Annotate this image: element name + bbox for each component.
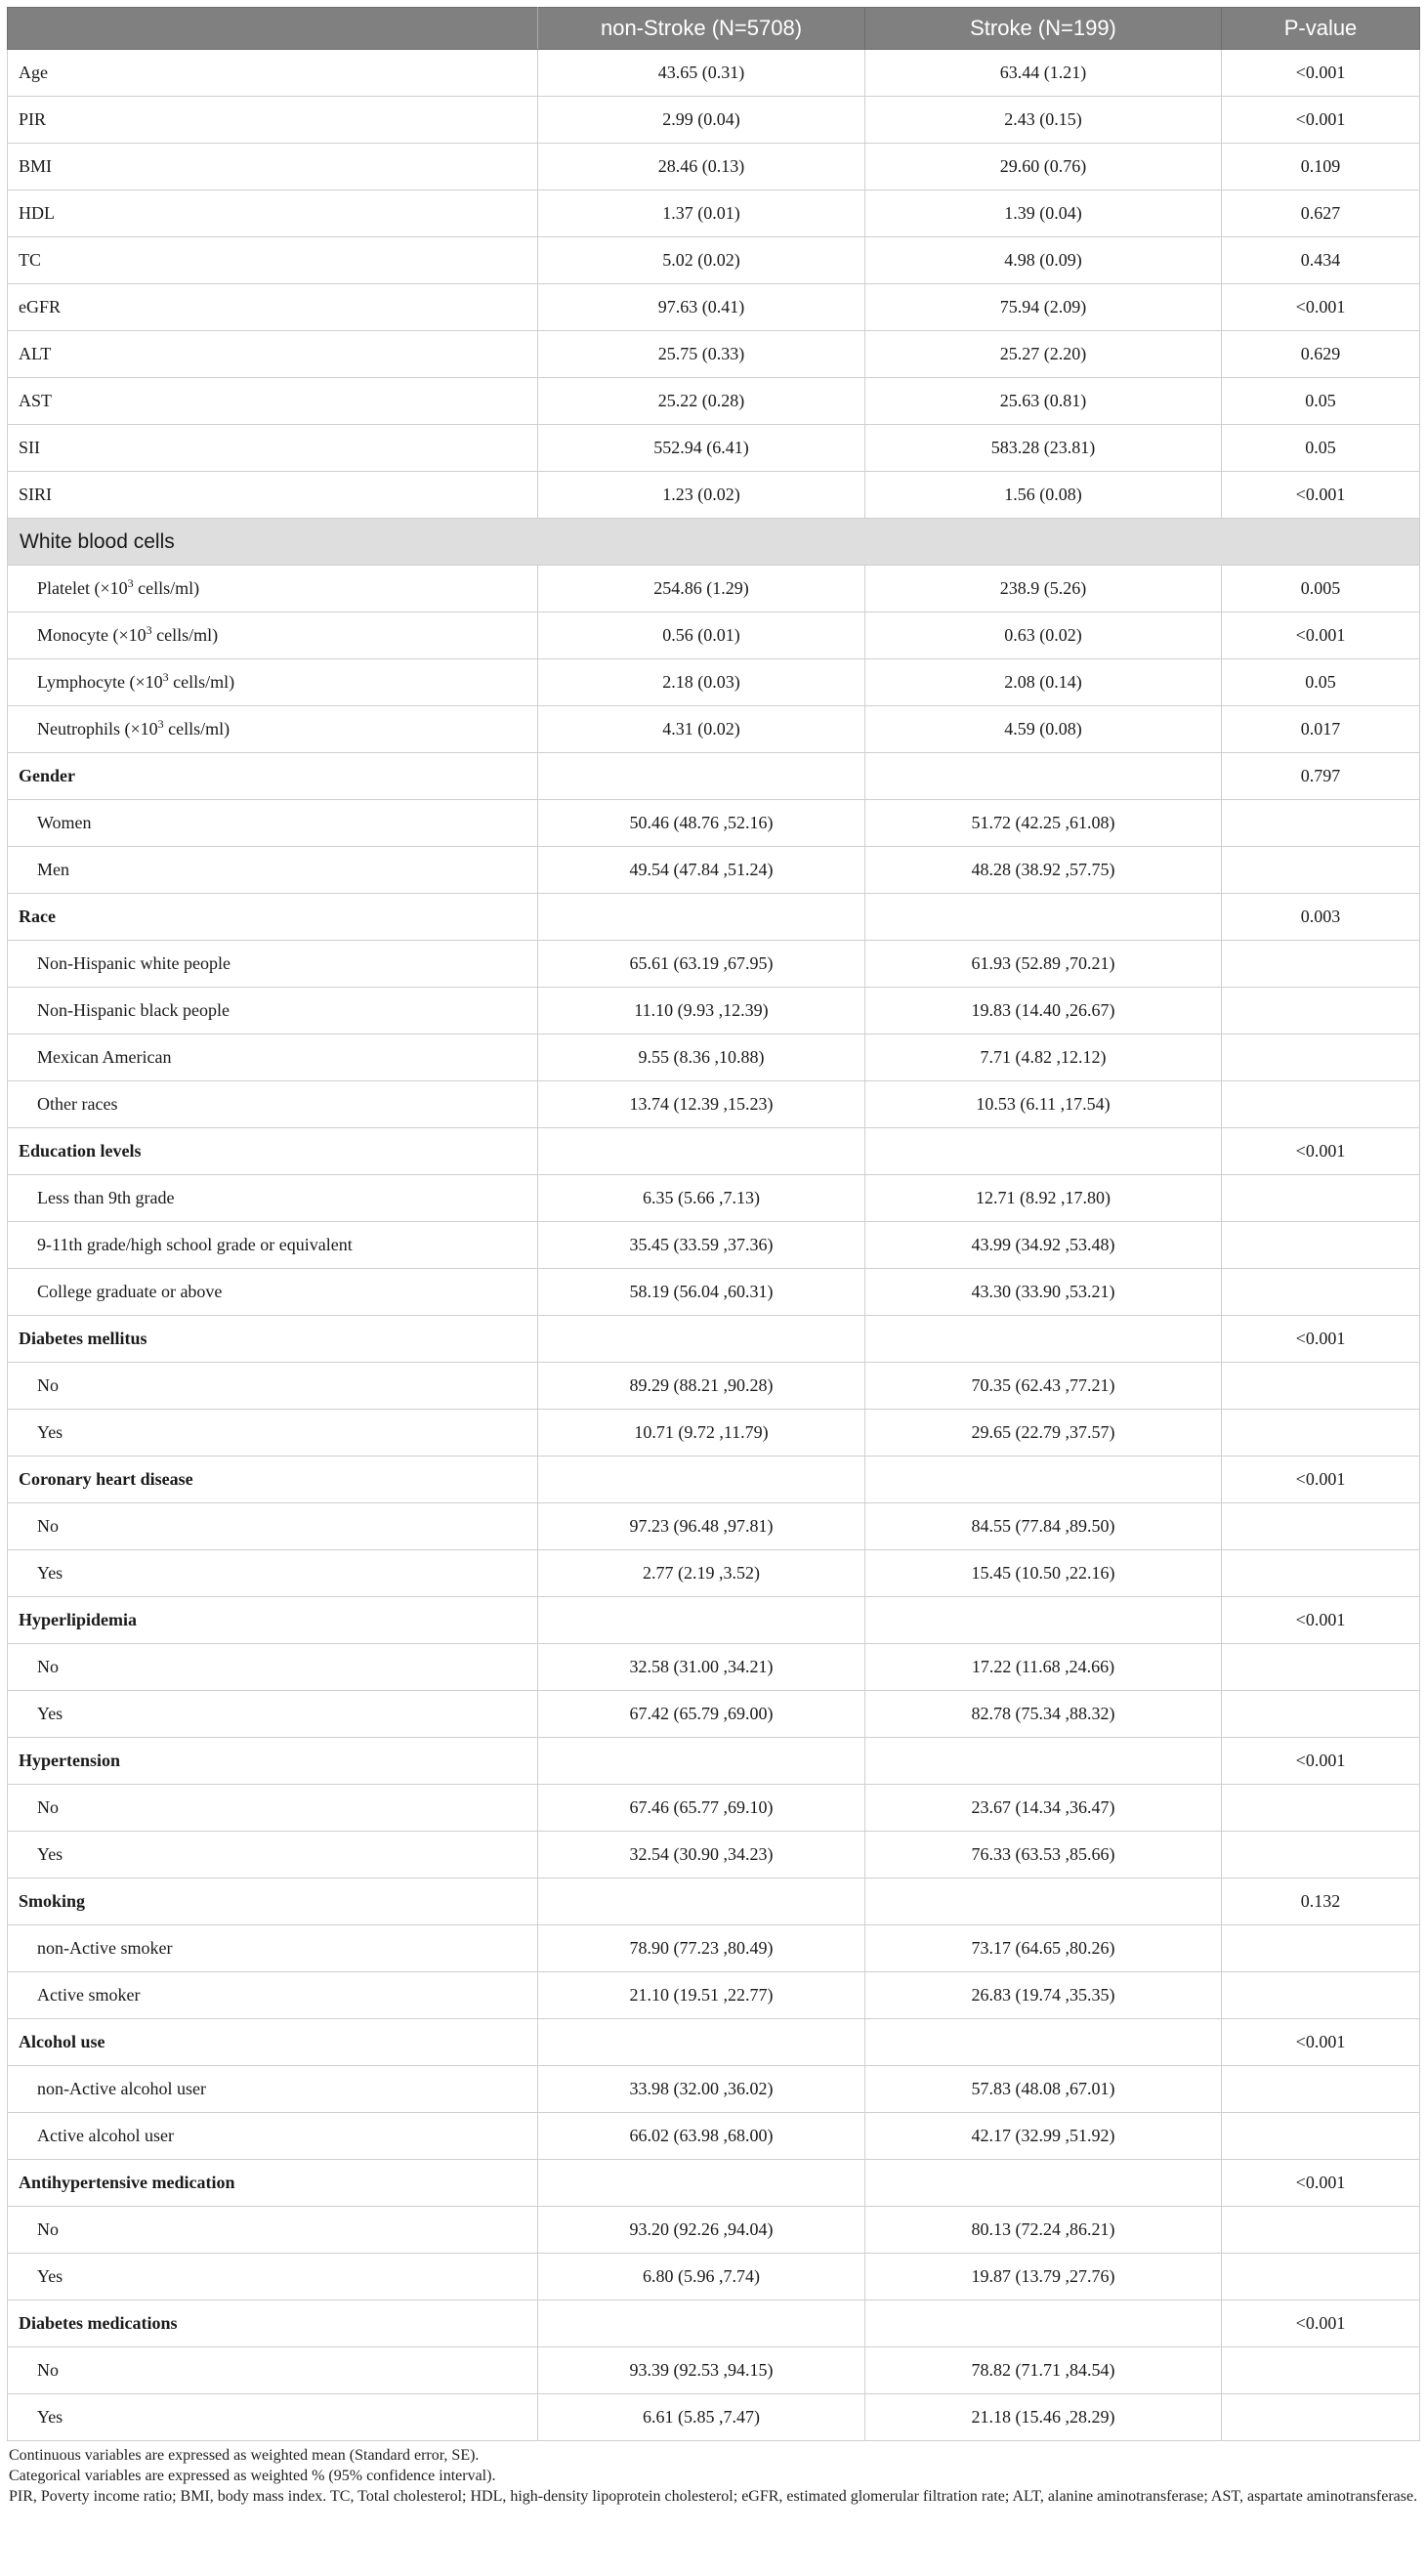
non-stroke-value: 58.19 (56.04 ,60.31) bbox=[538, 1269, 865, 1316]
table-row bbox=[8, 612, 1420, 659]
row-label: No bbox=[8, 1363, 538, 1410]
p-value: <0.001 bbox=[1222, 2301, 1420, 2347]
table-body bbox=[8, 50, 1420, 2441]
table-row bbox=[8, 1644, 1420, 1691]
p-value bbox=[1222, 1035, 1420, 1081]
table-row bbox=[8, 847, 1420, 894]
p-value: <0.001 bbox=[1222, 2019, 1420, 2066]
p-value: 0.005 bbox=[1222, 566, 1420, 612]
row-label bbox=[8, 566, 538, 612]
row-label-unit: cells/ml) bbox=[133, 578, 200, 598]
p-value bbox=[1222, 1832, 1420, 1879]
row-label-unit: cells/ml) bbox=[151, 625, 219, 645]
non-stroke-value: 93.39 (92.53 ,94.15) bbox=[538, 2347, 865, 2394]
row-label: Mexican American bbox=[8, 1035, 538, 1081]
row-label-superscript: 3 bbox=[127, 576, 134, 590]
footnote-abbreviations: PIR, Poverty income ratio; BMI, body mass index. TC, Total cholesterol; HDL, high-density lipoprotein cholesterol; eGFR, estimated glomerular filtration rate; ALT, alanine aminotransferase; AST, aspartate aminotransferase. bbox=[9, 2488, 1418, 2505]
row-label-superscript: 3 bbox=[162, 670, 169, 684]
document-page bbox=[7, 0, 1419, 2507]
non-stroke-value bbox=[538, 2301, 865, 2347]
row-label: Yes bbox=[8, 1410, 538, 1457]
table-row bbox=[8, 1503, 1420, 1550]
row-label: HDL bbox=[8, 190, 538, 237]
non-stroke-value: 50.46 (48.76 ,52.16) bbox=[538, 800, 865, 847]
non-stroke-value bbox=[538, 1597, 865, 1644]
table-row bbox=[8, 988, 1420, 1035]
stroke-value: 19.83 (14.40 ,26.67) bbox=[865, 988, 1222, 1035]
table-row bbox=[8, 378, 1420, 425]
p-value: 0.629 bbox=[1222, 331, 1420, 378]
row-label: Alcohol use bbox=[8, 2019, 538, 2066]
stroke-value: 29.60 (0.76) bbox=[865, 144, 1222, 190]
p-value: <0.001 bbox=[1222, 1457, 1420, 1503]
row-label: Active alcohol user bbox=[8, 2113, 538, 2160]
stroke-value bbox=[865, 1597, 1222, 1644]
stroke-value: 78.82 (71.71 ,84.54) bbox=[865, 2347, 1222, 2394]
row-label: Men bbox=[8, 847, 538, 894]
stroke-value: 1.56 (0.08) bbox=[865, 472, 1222, 519]
stroke-value: 238.9 (5.26) bbox=[865, 566, 1222, 612]
table-row bbox=[8, 941, 1420, 988]
row-label: Yes bbox=[8, 1691, 538, 1738]
stroke-value bbox=[865, 894, 1222, 941]
stroke-value: 19.87 (13.79 ,27.76) bbox=[865, 2254, 1222, 2301]
row-label: Diabetes medications bbox=[8, 2301, 538, 2347]
non-stroke-value bbox=[538, 1128, 865, 1175]
non-stroke-value: 1.37 (0.01) bbox=[538, 190, 865, 237]
p-value: <0.001 bbox=[1222, 1316, 1420, 1363]
table-row bbox=[8, 2254, 1420, 2301]
stroke-value bbox=[865, 1128, 1222, 1175]
row-label: ALT bbox=[8, 331, 538, 378]
table-row bbox=[8, 706, 1420, 753]
row-label: Coronary heart disease bbox=[8, 1457, 538, 1503]
row-label: 9-11th grade/high school grade or equivalent bbox=[8, 1222, 538, 1269]
non-stroke-value: 11.10 (9.93 ,12.39) bbox=[538, 988, 865, 1035]
non-stroke-value: 35.45 (33.59 ,37.36) bbox=[538, 1222, 865, 1269]
stroke-value bbox=[865, 2019, 1222, 2066]
stroke-value bbox=[865, 1316, 1222, 1363]
non-stroke-value: 2.99 (0.04) bbox=[538, 97, 865, 144]
row-label: Diabetes mellitus bbox=[8, 1316, 538, 1363]
row-label: Smoking bbox=[8, 1879, 538, 1925]
p-value bbox=[1222, 1691, 1420, 1738]
table-row bbox=[8, 1035, 1420, 1081]
p-value: 0.627 bbox=[1222, 190, 1420, 237]
p-value: <0.001 bbox=[1222, 1738, 1420, 1785]
row-label: Women bbox=[8, 800, 538, 847]
table-row bbox=[8, 1832, 1420, 1879]
table-row bbox=[8, 2394, 1420, 2441]
row-label: TC bbox=[8, 237, 538, 284]
stroke-value bbox=[865, 1738, 1222, 1785]
table-row bbox=[8, 1081, 1420, 1128]
group-header-row bbox=[8, 1457, 1420, 1503]
non-stroke-value: 97.63 (0.41) bbox=[538, 284, 865, 331]
non-stroke-value: 0.56 (0.01) bbox=[538, 612, 865, 659]
table-row bbox=[8, 1269, 1420, 1316]
table-footnotes bbox=[7, 2445, 1419, 2507]
row-label: non-Active alcohol user bbox=[8, 2066, 538, 2113]
group-header-row bbox=[8, 2019, 1420, 2066]
non-stroke-value: 32.54 (30.90 ,34.23) bbox=[538, 1832, 865, 1879]
non-stroke-value: 2.18 (0.03) bbox=[538, 659, 865, 706]
non-stroke-value: 93.20 (92.26 ,94.04) bbox=[538, 2207, 865, 2254]
stroke-value bbox=[865, 753, 1222, 800]
table-row bbox=[8, 237, 1420, 284]
stroke-value: 48.28 (38.92 ,57.75) bbox=[865, 847, 1222, 894]
baseline-characteristics-table bbox=[7, 7, 1420, 2441]
p-value: 0.797 bbox=[1222, 753, 1420, 800]
table-row bbox=[8, 331, 1420, 378]
row-label: Race bbox=[8, 894, 538, 941]
table-row bbox=[8, 1972, 1420, 2019]
group-header-row bbox=[8, 2301, 1420, 2347]
row-label: eGFR bbox=[8, 284, 538, 331]
row-label: No bbox=[8, 1503, 538, 1550]
stroke-value: 63.44 (1.21) bbox=[865, 50, 1222, 97]
row-label: Non-Hispanic black people bbox=[8, 988, 538, 1035]
table-row bbox=[8, 50, 1420, 97]
non-stroke-value: 97.23 (96.48 ,97.81) bbox=[538, 1503, 865, 1550]
table-row bbox=[8, 2066, 1420, 2113]
p-value: 0.132 bbox=[1222, 1879, 1420, 1925]
non-stroke-value: 66.02 (63.98 ,68.00) bbox=[538, 2113, 865, 2160]
group-header-row bbox=[8, 753, 1420, 800]
table-row bbox=[8, 1925, 1420, 1972]
non-stroke-value bbox=[538, 1316, 865, 1363]
row-label: Antihypertensive medication bbox=[8, 2160, 538, 2207]
non-stroke-value: 21.10 (19.51 ,22.77) bbox=[538, 1972, 865, 2019]
row-label: Less than 9th grade bbox=[8, 1175, 538, 1222]
p-value: 0.05 bbox=[1222, 378, 1420, 425]
p-value bbox=[1222, 1363, 1420, 1410]
stroke-value: 51.72 (42.25 ,61.08) bbox=[865, 800, 1222, 847]
header-non-stroke: non-Stroke (N=5708) bbox=[538, 8, 865, 50]
p-value bbox=[1222, 2207, 1420, 2254]
row-label: Active smoker bbox=[8, 1972, 538, 2019]
row-label-text: Platelet (×10 bbox=[37, 578, 128, 598]
stroke-value: 43.99 (34.92 ,53.48) bbox=[865, 1222, 1222, 1269]
table-row bbox=[8, 1785, 1420, 1832]
header-blank-cell bbox=[8, 8, 538, 50]
row-label-superscript: 3 bbox=[146, 623, 152, 637]
p-value bbox=[1222, 1175, 1420, 1222]
non-stroke-value bbox=[538, 894, 865, 941]
table-row bbox=[8, 472, 1420, 519]
stroke-value: 61.93 (52.89 ,70.21) bbox=[865, 941, 1222, 988]
table-row bbox=[8, 566, 1420, 612]
stroke-value: 21.18 (15.46 ,28.29) bbox=[865, 2394, 1222, 2441]
stroke-value: 23.67 (14.34 ,36.47) bbox=[865, 1785, 1222, 1832]
p-value: <0.001 bbox=[1222, 612, 1420, 659]
p-value bbox=[1222, 1503, 1420, 1550]
stroke-value: 42.17 (32.99 ,51.92) bbox=[865, 2113, 1222, 2160]
non-stroke-value: 65.61 (63.19 ,67.95) bbox=[538, 941, 865, 988]
section-band-label: White blood cells bbox=[8, 519, 1420, 566]
stroke-value: 73.17 (64.65 ,80.26) bbox=[865, 1925, 1222, 1972]
row-label bbox=[8, 706, 538, 753]
stroke-value: 43.30 (33.90 ,53.21) bbox=[865, 1269, 1222, 1316]
non-stroke-value: 28.46 (0.13) bbox=[538, 144, 865, 190]
stroke-value: 4.59 (0.08) bbox=[865, 706, 1222, 753]
non-stroke-value: 1.23 (0.02) bbox=[538, 472, 865, 519]
non-stroke-value: 67.46 (65.77 ,69.10) bbox=[538, 1785, 865, 1832]
p-value bbox=[1222, 800, 1420, 847]
stroke-value: 25.63 (0.81) bbox=[865, 378, 1222, 425]
table-row bbox=[8, 1410, 1420, 1457]
stroke-value: 1.39 (0.04) bbox=[865, 190, 1222, 237]
p-value: 0.017 bbox=[1222, 706, 1420, 753]
p-value: 0.003 bbox=[1222, 894, 1420, 941]
p-value bbox=[1222, 1222, 1420, 1269]
non-stroke-value bbox=[538, 1738, 865, 1785]
stroke-value: 26.83 (19.74 ,35.35) bbox=[865, 1972, 1222, 2019]
p-value bbox=[1222, 1785, 1420, 1832]
stroke-value: 0.63 (0.02) bbox=[865, 612, 1222, 659]
row-label: College graduate or above bbox=[8, 1269, 538, 1316]
table-row bbox=[8, 1691, 1420, 1738]
row-label-text: Monocyte (×10 bbox=[37, 625, 147, 645]
non-stroke-value: 33.98 (32.00 ,36.02) bbox=[538, 2066, 865, 2113]
non-stroke-value: 9.55 (8.36 ,10.88) bbox=[538, 1035, 865, 1081]
non-stroke-value: 254.86 (1.29) bbox=[538, 566, 865, 612]
table-row bbox=[8, 2207, 1420, 2254]
non-stroke-value: 4.31 (0.02) bbox=[538, 706, 865, 753]
non-stroke-value: 10.71 (9.72 ,11.79) bbox=[538, 1410, 865, 1457]
stroke-value: 10.53 (6.11 ,17.54) bbox=[865, 1081, 1222, 1128]
row-label: Age bbox=[8, 50, 538, 97]
stroke-value bbox=[865, 2160, 1222, 2207]
header-p-value: P-value bbox=[1222, 8, 1420, 50]
table-row bbox=[8, 144, 1420, 190]
table-row bbox=[8, 659, 1420, 706]
table-row bbox=[8, 1222, 1420, 1269]
row-label bbox=[8, 612, 538, 659]
row-label: No bbox=[8, 2347, 538, 2394]
row-label: Yes bbox=[8, 1550, 538, 1597]
row-label: non-Active smoker bbox=[8, 1925, 538, 1972]
non-stroke-value bbox=[538, 2019, 865, 2066]
non-stroke-value bbox=[538, 1457, 865, 1503]
stroke-value: 80.13 (72.24 ,86.21) bbox=[865, 2207, 1222, 2254]
non-stroke-value: 32.58 (31.00 ,34.21) bbox=[538, 1644, 865, 1691]
table-row bbox=[8, 1363, 1420, 1410]
stroke-value: 75.94 (2.09) bbox=[865, 284, 1222, 331]
p-value: <0.001 bbox=[1222, 50, 1420, 97]
p-value bbox=[1222, 941, 1420, 988]
p-value: <0.001 bbox=[1222, 97, 1420, 144]
table-row bbox=[8, 1175, 1420, 1222]
footnote-categorical: Categorical variables are expressed as weighted % (95% confidence interval). bbox=[9, 2468, 496, 2484]
row-label: Other races bbox=[8, 1081, 538, 1128]
stroke-value: 12.71 (8.92 ,17.80) bbox=[865, 1175, 1222, 1222]
stroke-value bbox=[865, 2301, 1222, 2347]
p-value bbox=[1222, 1550, 1420, 1597]
stroke-value bbox=[865, 1879, 1222, 1925]
p-value bbox=[1222, 2347, 1420, 2394]
stroke-value: 2.43 (0.15) bbox=[865, 97, 1222, 144]
p-value: 0.05 bbox=[1222, 659, 1420, 706]
non-stroke-value: 5.02 (0.02) bbox=[538, 237, 865, 284]
non-stroke-value: 13.74 (12.39 ,15.23) bbox=[538, 1081, 865, 1128]
stroke-value: 583.28 (23.81) bbox=[865, 425, 1222, 472]
p-value: 0.434 bbox=[1222, 237, 1420, 284]
p-value bbox=[1222, 1269, 1420, 1316]
non-stroke-value bbox=[538, 753, 865, 800]
row-label: BMI bbox=[8, 144, 538, 190]
non-stroke-value: 89.29 (88.21 ,90.28) bbox=[538, 1363, 865, 1410]
stroke-value: 84.55 (77.84 ,89.50) bbox=[865, 1503, 1222, 1550]
non-stroke-value: 78.90 (77.23 ,80.49) bbox=[538, 1925, 865, 1972]
row-label: Gender bbox=[8, 753, 538, 800]
p-value: 0.109 bbox=[1222, 144, 1420, 190]
table-row bbox=[8, 1550, 1420, 1597]
p-value bbox=[1222, 2066, 1420, 2113]
group-header-row bbox=[8, 1597, 1420, 1644]
non-stroke-value bbox=[538, 2160, 865, 2207]
row-label: No bbox=[8, 1644, 538, 1691]
p-value bbox=[1222, 988, 1420, 1035]
group-header-row bbox=[8, 1316, 1420, 1363]
row-label: Hypertension bbox=[8, 1738, 538, 1785]
p-value: <0.001 bbox=[1222, 284, 1420, 331]
p-value: <0.001 bbox=[1222, 1128, 1420, 1175]
non-stroke-value: 43.65 (0.31) bbox=[538, 50, 865, 97]
group-header-row bbox=[8, 894, 1420, 941]
group-header-row bbox=[8, 1879, 1420, 1925]
p-value bbox=[1222, 2394, 1420, 2441]
p-value bbox=[1222, 2113, 1420, 2160]
table-header bbox=[8, 8, 1420, 50]
stroke-value: 17.22 (11.68 ,24.66) bbox=[865, 1644, 1222, 1691]
non-stroke-value: 552.94 (6.41) bbox=[538, 425, 865, 472]
row-label-superscript: 3 bbox=[157, 717, 164, 731]
row-label: Non-Hispanic white people bbox=[8, 941, 538, 988]
stroke-value bbox=[865, 1457, 1222, 1503]
table-row bbox=[8, 2113, 1420, 2160]
stroke-value: 82.78 (75.34 ,88.32) bbox=[865, 1691, 1222, 1738]
stroke-value: 76.33 (63.53 ,85.66) bbox=[865, 1832, 1222, 1879]
stroke-value: 70.35 (62.43 ,77.21) bbox=[865, 1363, 1222, 1410]
table-row bbox=[8, 2347, 1420, 2394]
p-value bbox=[1222, 1972, 1420, 2019]
row-label: AST bbox=[8, 378, 538, 425]
stroke-value: 7.71 (4.82 ,12.12) bbox=[865, 1035, 1222, 1081]
row-label: Yes bbox=[8, 2254, 538, 2301]
row-label bbox=[8, 659, 538, 706]
stroke-value: 25.27 (2.20) bbox=[865, 331, 1222, 378]
row-label-unit: cells/ml) bbox=[168, 672, 235, 692]
group-header-row bbox=[8, 1738, 1420, 1785]
non-stroke-value: 6.80 (5.96 ,7.74) bbox=[538, 2254, 865, 2301]
row-label: Yes bbox=[8, 2394, 538, 2441]
group-header-row bbox=[8, 1128, 1420, 1175]
footnote-continuous: Continuous variables are expressed as weighted mean (Standard error, SE). bbox=[9, 2447, 480, 2464]
p-value bbox=[1222, 1925, 1420, 1972]
p-value bbox=[1222, 1410, 1420, 1457]
section-band-row bbox=[8, 519, 1420, 566]
p-value bbox=[1222, 1081, 1420, 1128]
row-label-text: Neutrophils (×10 bbox=[37, 719, 158, 739]
p-value: <0.001 bbox=[1222, 1597, 1420, 1644]
row-label: PIR bbox=[8, 97, 538, 144]
table-row bbox=[8, 190, 1420, 237]
stroke-value: 4.98 (0.09) bbox=[865, 237, 1222, 284]
p-value bbox=[1222, 847, 1420, 894]
row-label: No bbox=[8, 2207, 538, 2254]
row-label: Education levels bbox=[8, 1128, 538, 1175]
non-stroke-value: 25.22 (0.28) bbox=[538, 378, 865, 425]
non-stroke-value: 67.42 (65.79 ,69.00) bbox=[538, 1691, 865, 1738]
row-label-unit: cells/ml) bbox=[163, 719, 231, 739]
stroke-value: 57.83 (48.08 ,67.01) bbox=[865, 2066, 1222, 2113]
row-label: No bbox=[8, 1785, 538, 1832]
non-stroke-value bbox=[538, 1879, 865, 1925]
p-value bbox=[1222, 1644, 1420, 1691]
table-row bbox=[8, 800, 1420, 847]
non-stroke-value: 2.77 (2.19 ,3.52) bbox=[538, 1550, 865, 1597]
table-row bbox=[8, 284, 1420, 331]
row-label: Yes bbox=[8, 1832, 538, 1879]
non-stroke-value: 49.54 (47.84 ,51.24) bbox=[538, 847, 865, 894]
non-stroke-value: 25.75 (0.33) bbox=[538, 331, 865, 378]
stroke-value: 2.08 (0.14) bbox=[865, 659, 1222, 706]
header-stroke: Stroke (N=199) bbox=[865, 8, 1222, 50]
row-label: SII bbox=[8, 425, 538, 472]
non-stroke-value: 6.61 (5.85 ,7.47) bbox=[538, 2394, 865, 2441]
row-label: Hyperlipidemia bbox=[8, 1597, 538, 1644]
p-value bbox=[1222, 2254, 1420, 2301]
non-stroke-value: 6.35 (5.66 ,7.13) bbox=[538, 1175, 865, 1222]
p-value: <0.001 bbox=[1222, 2160, 1420, 2207]
group-header-row bbox=[8, 2160, 1420, 2207]
p-value: <0.001 bbox=[1222, 472, 1420, 519]
table-row bbox=[8, 97, 1420, 144]
stroke-value: 29.65 (22.79 ,37.57) bbox=[865, 1410, 1222, 1457]
row-label-text: Lymphocyte (×10 bbox=[37, 672, 163, 692]
row-label: SIRI bbox=[8, 472, 538, 519]
table-row bbox=[8, 425, 1420, 472]
p-value: 0.05 bbox=[1222, 425, 1420, 472]
stroke-value: 15.45 (10.50 ,22.16) bbox=[865, 1550, 1222, 1597]
